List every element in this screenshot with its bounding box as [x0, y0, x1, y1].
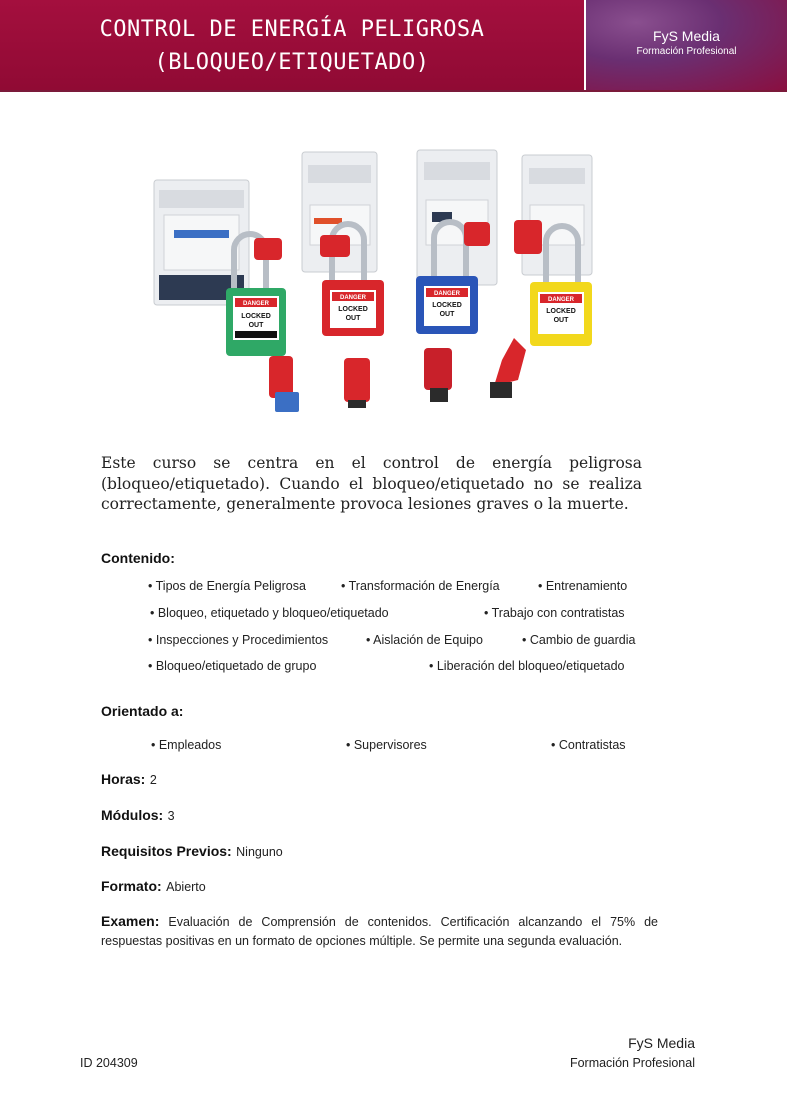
- brand-banner: [586, 0, 787, 90]
- horas-label: Horas:: [101, 771, 146, 787]
- contenido-item: • Liberación del bloqueo/etiquetado: [429, 659, 625, 673]
- audience-item: • Empleados: [151, 738, 222, 752]
- requisitos-value: Ninguno: [236, 845, 283, 859]
- breaker-lockout-device: [320, 235, 350, 257]
- title-line-2: (BLOQUEO/ETIQUETADO): [154, 50, 430, 75]
- breaker-lockout-device: [254, 238, 282, 260]
- mini-breaker-lockout: [344, 358, 370, 408]
- page-title: [0, 13, 584, 79]
- formato-row: [101, 878, 206, 896]
- contenido-item: • Trabajo con contratistas: [484, 606, 625, 620]
- svg-text:LOCKED: LOCKED: [432, 302, 462, 309]
- svg-text:OUT: OUT: [345, 315, 361, 322]
- contenido-item: • Aislación de Equipo: [366, 633, 483, 647]
- svg-text:OUT: OUT: [248, 322, 264, 329]
- mini-breaker-lockout: [269, 356, 299, 412]
- formato-label: Formato:: [101, 878, 162, 894]
- circuit-breaker-4: [522, 155, 592, 275]
- svg-text:LOCKED: LOCKED: [338, 306, 368, 313]
- breaker-lockout-device: [514, 220, 542, 254]
- mini-breaker-lockout: [424, 348, 452, 402]
- course-intro: Este curso se centra en el control de energía peligrosa (bloqueo/etiquetado). Cuando el bloqueo/etiquetado no se realiza correctamente, generalmente provoca lesiones graves o la muerte.: [101, 454, 642, 513]
- modulos-row: [101, 807, 175, 825]
- audience-item: • Contratistas: [551, 738, 626, 752]
- header-title-banner: [0, 0, 584, 90]
- contenido-item: • Inspecciones y Procedimientos: [148, 633, 329, 647]
- requisitos-label: Requisitos Previos:: [101, 843, 232, 859]
- contenido-item: • Tipos de Energía Peligrosa: [148, 579, 306, 593]
- brand-name: FyS Media: [653, 28, 720, 44]
- svg-text:OUT: OUT: [439, 311, 455, 318]
- footer-brand-name: FyS Media: [628, 1035, 695, 1051]
- contenido-item: • Transformación de Energía: [341, 579, 500, 593]
- requisitos-row: [101, 843, 283, 861]
- header-divider: [0, 90, 787, 92]
- contenido-item: • Bloqueo/etiquetado de grupo: [148, 659, 317, 673]
- horas-value: 2: [149, 773, 157, 787]
- footer-brand-subtitle: Formación Profesional: [569, 1056, 695, 1070]
- svg-text:LOCKED: LOCKED: [241, 313, 271, 320]
- audience-item: • Supervisores: [346, 738, 427, 752]
- contenido-item: • Entrenamiento: [538, 579, 628, 593]
- formato-value: Abierto: [166, 880, 206, 894]
- modulos-label: Módulos:: [101, 807, 164, 823]
- examen-text: Evaluación de Comprensión de contenidos. Certificación alcanzando el 75% de respuestas positivas en un formato de opciones múltiple. Se permite una segunda evaluación.: [101, 915, 658, 948]
- document-id: ID 204309: [80, 1056, 138, 1070]
- mini-breaker-lockout: [490, 338, 526, 398]
- modulos-value: 3: [167, 809, 175, 823]
- contenido-item: • Bloqueo, etiquetado y bloqueo/etiquetado: [150, 606, 389, 620]
- svg-text:DANGER: DANGER: [433, 291, 461, 297]
- circuit-breaker-3: [417, 150, 497, 285]
- breaker-lockout-device: [464, 222, 490, 246]
- svg-text:OUT: OUT: [553, 317, 569, 324]
- svg-text:DANGER: DANGER: [339, 295, 367, 301]
- lockout-devices-photo: [134, 110, 624, 450]
- svg-text:DANGER: DANGER: [242, 301, 270, 307]
- contenido-item: • Cambio de guardia: [522, 633, 636, 647]
- title-line-1: CONTROL DE ENERGÍA PELIGROSA: [99, 17, 485, 42]
- horas-row: [101, 771, 157, 789]
- orientado-label: Orientado a:: [101, 703, 184, 719]
- examen-label: Examen:: [101, 913, 160, 929]
- brand-subtitle: Formación Profesional: [636, 46, 737, 57]
- examen-paragraph: [101, 912, 658, 951]
- svg-text:DANGER: DANGER: [547, 297, 575, 303]
- contenido-label: Contenido:: [101, 550, 175, 566]
- svg-text:LOCKED: LOCKED: [546, 308, 576, 315]
- page-header: [0, 0, 787, 92]
